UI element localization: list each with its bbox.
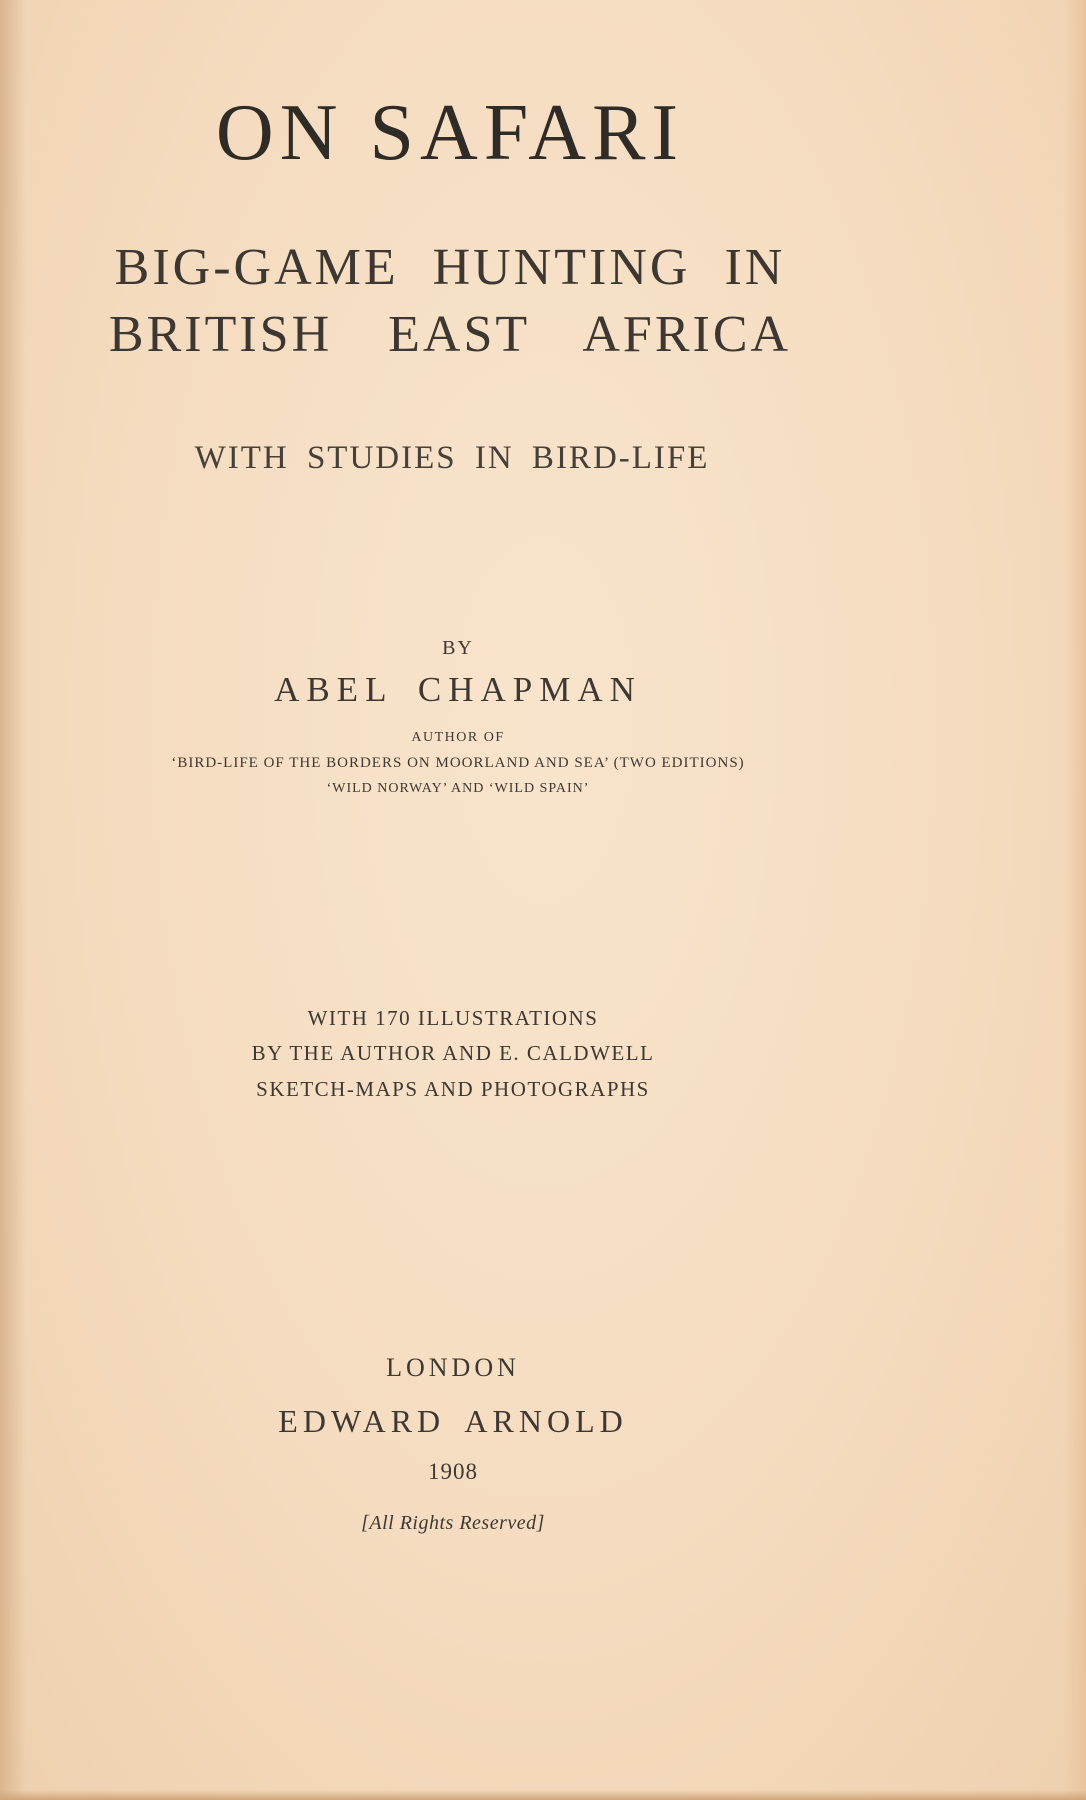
by-label: BY: [442, 637, 474, 659]
subtitle-line-2: BRITISH EAST AFRICA: [108, 306, 792, 363]
publication-place: LONDON: [386, 1353, 520, 1382]
illustrations-line-3: SKETCH-MAPS AND PHOTOGRAPHS: [256, 1077, 650, 1101]
publisher-name: EDWARD ARNOLD: [278, 1403, 628, 1439]
book-title: ON SAFARI: [215, 89, 685, 177]
subtitle-line-3: WITH STUDIES IN BIRD-LIFE: [194, 440, 710, 476]
illustrations-line-1: WITH 170 ILLUSTRATIONS: [307, 1006, 599, 1030]
author-of-label: AUTHOR OF: [411, 730, 505, 745]
previous-works-line-2: ‘WILD NORWAY’ AND ‘WILD SPAIN’: [326, 781, 590, 796]
previous-works-line-1: ‘BIRD-LIFE OF THE BORDERS ON MOORLAND AND SEA’ (TWO EDITIONS): [171, 755, 745, 771]
subtitle-line-1: BIG-GAME HUNTING IN: [114, 239, 786, 296]
page-edge-shadow-bottom: [0, 1790, 1086, 1800]
publication-year: 1908: [428, 1459, 478, 1484]
author-name: ABEL CHAPMAN: [274, 670, 642, 709]
rights-notice: [All Rights Reserved]: [361, 1512, 545, 1534]
illustrations-line-2: BY THE AUTHOR AND E. CALDWELL: [251, 1041, 655, 1065]
page-edge-shadow-right: [1064, 0, 1086, 1800]
